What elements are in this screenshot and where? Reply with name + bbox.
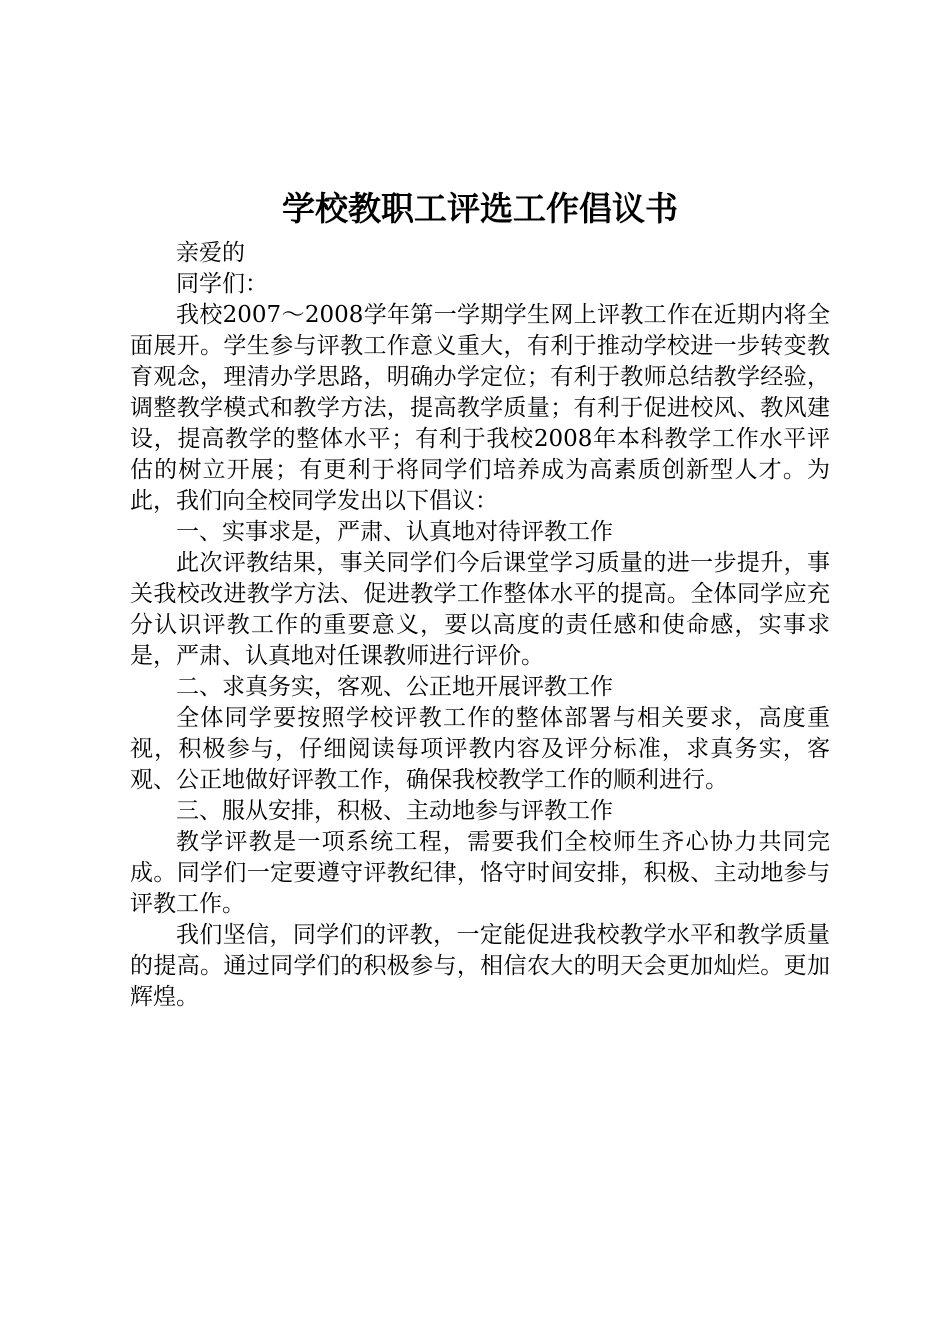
section-body-2: 全体同学要按照学校评教工作的整体部署与相关要求，高度重视，积极参与，仔细阅读每项评教内容及评分标准，求真务实，客观、公正地做好评教工作，确保我校教学工作的顺利进行。 <box>130 705 830 793</box>
document-page <box>130 186 830 1013</box>
section-heading-2: 二、求真务实，客观、公正地开展评教工作 <box>176 674 613 700</box>
section-body-1: 此次评教结果，事关同学们今后课堂学习质量的进一步提升，事关我校改进教学方法、促进教学工作整体水平的提高。全体同学应充分认识评教工作的重要意义，要以高度的责任感和使命感，实事求是，严肃、认真地对任课教师进行评价。 <box>130 550 830 669</box>
section-heading-3: 三、服从安排，积极、主动地参与评教工作 <box>176 798 613 824</box>
salutation-line-1: 亲爱的 <box>176 240 245 266</box>
section-heading-1: 一、实事求是，严肃、认真地对待评教工作 <box>176 519 613 545</box>
document-title: 学校教职工评选工作倡议书 <box>282 189 678 228</box>
salutation-line-2: 同学们： <box>176 271 268 297</box>
section-body-3: 教学评教是一项系统工程，需要我们全校师生齐心协力共同完成。同学们一定要遵守评教纪律，恪守时间安排，积极、主动地参与评教工作。 <box>130 829 830 917</box>
intro-paragraph: 我校2007～2008学年第一学期学生网上评教工作在近期内将全面展开。学生参与评教工作意义重大，有利于推动学校进一步转变教育观念，理清办学思路，明确办学定位；有利于教师总结教学经验，调整教学模式和教学方法，提高教学质量；有利于促进校风、教风建设，提高教学的整体水平；有利于我校2008年本科教学工作水平评估的树立开展；有更利于将同学们培养成为高素质创新型人才。为此，我们向全校同学发出以下倡议： <box>130 302 830 514</box>
closing-paragraph: 我们坚信，同学们的评教，一定能促进我校教学水平和教学质量的提高。通过同学们的积极参与，相信农大的明天会更加灿烂。更加辉煌。 <box>130 922 830 1010</box>
